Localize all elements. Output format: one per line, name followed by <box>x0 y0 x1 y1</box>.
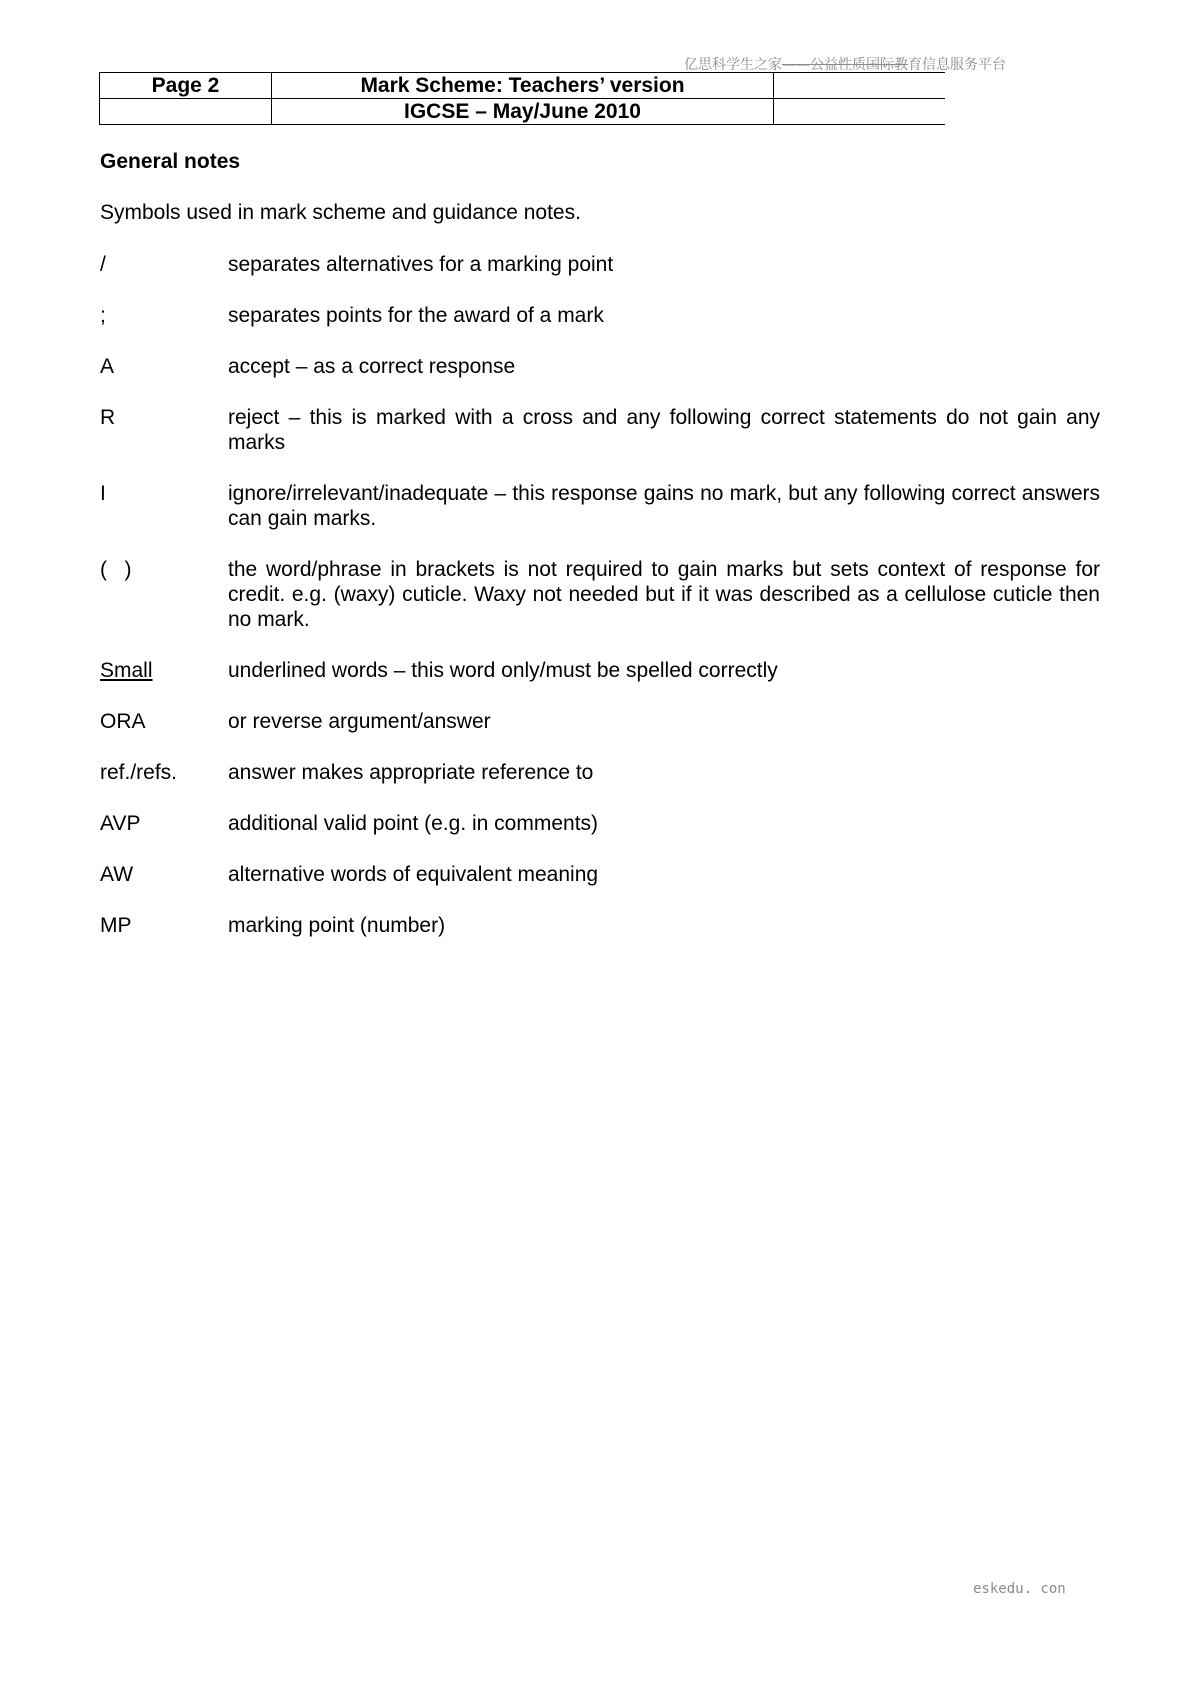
symbol-row <box>100 557 1100 632</box>
symbol: Small <box>100 659 153 682</box>
symbol: ( ) <box>100 558 132 581</box>
watermark-top: 亿思科学生之家——公益性质国际教育信息服务平台 <box>684 57 1006 73</box>
symbol-description: the word/phrase in brackets is not required to gain marks but sets context of response for credit. e.g. (waxy) cuticle. Waxy not needed but if it was described as a cellulose cuticle then no mark. <box>228 558 1100 631</box>
symbol-description: additional valid point (e.g. in comments) <box>228 812 599 835</box>
symbol-description: or reverse argument/answer <box>228 710 491 733</box>
symbol-row <box>100 709 1100 734</box>
symbol-description: accept – as a correct response <box>228 355 516 378</box>
intro-text: Symbols used in mark scheme and guidance notes. <box>100 201 581 224</box>
symbol-description: separates alternatives for a marking point <box>228 253 614 276</box>
symbol: ; <box>100 304 106 327</box>
symbol-row <box>100 303 1100 328</box>
symbol-description: answer makes appropriate reference to <box>228 761 594 784</box>
symbol-description: marking point (number) <box>228 914 446 937</box>
symbol-row <box>100 354 1100 379</box>
symbol-description: reject – this is marked with a cross and any following correct statements do not gain any marks <box>228 406 1100 454</box>
symbol-description: underlined words – this word only/must be spelled correctly <box>228 659 778 682</box>
symbol-row <box>100 811 1100 836</box>
symbol-list <box>100 252 1100 964</box>
document-title: Mark Scheme: Teachers’ version <box>272 73 774 99</box>
header-empty-cell <box>774 73 946 99</box>
symbol-description: alternative words of equivalent meaning <box>228 863 599 886</box>
symbol-description: separates points for the award of a mark <box>228 304 604 327</box>
symbol-description: ignore/irrelevant/inadequate – this response gains no mark, but any following correct answers can gain marks. <box>228 482 1100 530</box>
symbol: I <box>100 482 106 505</box>
symbol: / <box>100 253 106 276</box>
symbol: ref./refs. <box>100 761 178 784</box>
symbol-row <box>100 481 1100 531</box>
symbol-row <box>100 913 1100 938</box>
watermark-bottom: eskedu. con <box>973 1581 1066 1597</box>
header-table <box>99 72 945 125</box>
symbol: AW <box>100 863 134 886</box>
symbol: AVP <box>100 812 141 835</box>
section-heading: General notes <box>100 150 241 173</box>
symbol: ORA <box>100 710 146 733</box>
symbol: A <box>100 355 115 378</box>
symbol-row <box>100 862 1100 887</box>
exam-session: IGCSE – May/June 2010 <box>272 99 774 125</box>
page-number: Page 2 <box>100 73 272 99</box>
symbol: MP <box>100 914 132 937</box>
header-empty-cell <box>100 99 272 125</box>
header-empty-cell <box>774 99 946 125</box>
symbol-row <box>100 658 1100 683</box>
symbol: R <box>100 406 116 429</box>
symbol-row <box>100 760 1100 785</box>
symbol-row <box>100 405 1100 455</box>
symbol-row <box>100 252 1100 277</box>
